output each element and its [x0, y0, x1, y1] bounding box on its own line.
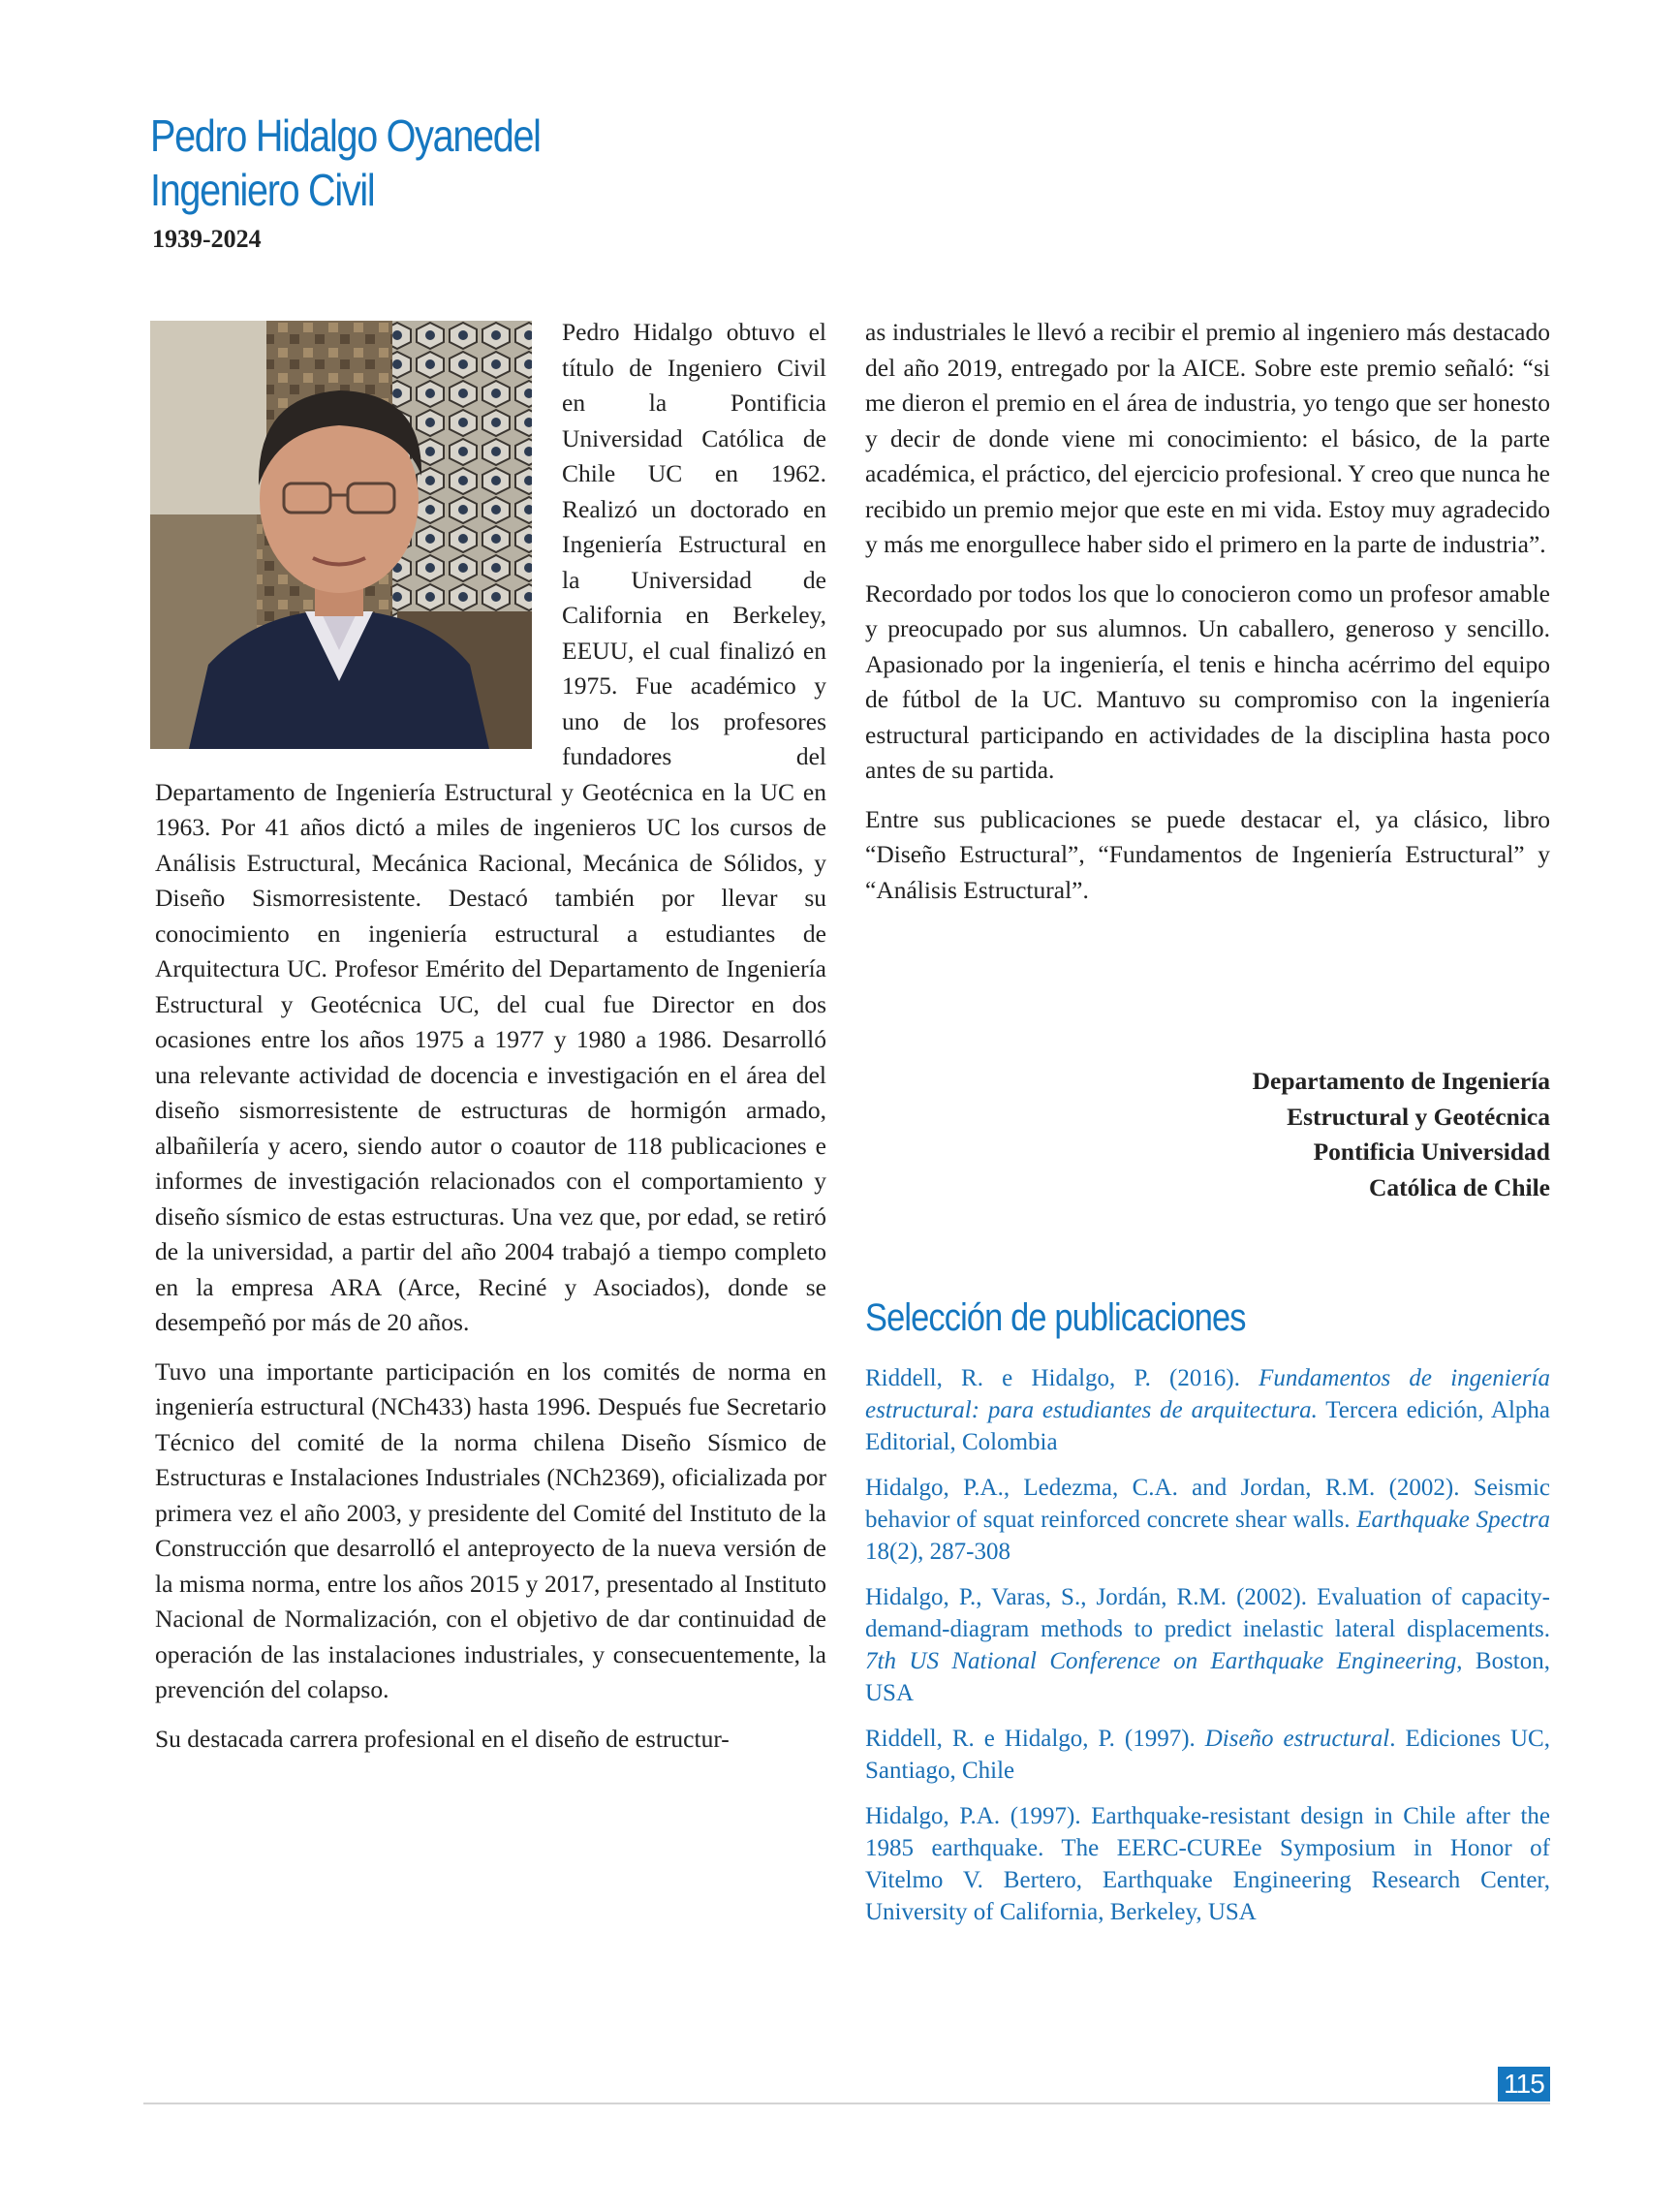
person-name: Pedro Hidalgo Oyanedel	[150, 110, 541, 161]
footer-divider	[143, 2103, 1550, 2104]
biography-paragraph: Pedro Hidalgo obtuvo el título de Ingeniero Civil en la Pontificia Universidad Católica de Chile UC en 1962. Realizó un doctorado en Ingeniería Estructural en la Universidad de California en Berkeley, EEUU, el cual finalizó en 1975. Fue académico y uno de los profesores fundadores del Departamento de Ingeniería Estructural y Geotécnica en la UC en 1963. Por 41 años dictó a miles de ingenieros UC los cursos de Análisis Estructural, Mecánica Racional, Mecánica de Sólidos, y Diseño Sismorresistente. Destacó también por llevar su conocimiento en ingeniería estructural a estudiantes de Arquitectura UC. Profesor Emérito del Departamento de Ingeniería Estructural y Geotécnica UC, del cual fue Director en dos ocasiones entre los años 1975 a 1977 y 1980 a 1986. Desarrolló una relevante actividad de docencia e investigación en el área del diseño sismorresistente de estructuras de hormigón armado, albañilería y acero, siendo autor o coautor de 118 publicaciones e informes de investigación relacionados con el comportamiento y diseño sísmico de estas estructuras. Una vez que, por edad, se retiró de la universidad, a partir del año 2004 trabajó a tiempo completo en la empresa ARA (Arce, Reciné y Asociados), donde se desempeñó por más de 20 años.	[155, 318, 826, 1336]
signature-block	[1066, 1064, 1550, 1205]
publication-title: Earthquake Spectra	[1356, 1507, 1550, 1533]
page-number: 115	[1498, 2067, 1550, 2102]
person-profession: Ingeniero Civil	[150, 165, 375, 215]
page-title	[150, 109, 541, 217]
signature-line: Pontificia Universidad	[1313, 1137, 1550, 1166]
publication-item	[865, 1362, 1550, 1458]
publication-text: Hidalgo, P., Varas, S., Jordán, R.M. (2002). Evaluation of capacity-demand-diagram methods to predict inelastic lateral displacements.	[865, 1584, 1550, 1642]
publication-item	[865, 1581, 1550, 1709]
signature-line: Estructural y Geotécnica	[1287, 1102, 1550, 1131]
signature-line: Católica de Chile	[1369, 1172, 1550, 1201]
publication-text: Tercera edición, Alpha Editorial, Colombia	[865, 1397, 1550, 1455]
life-years: 1939-2024	[152, 225, 262, 253]
publication-title: 7th US National Conference on Earthquake Engineering	[865, 1648, 1457, 1674]
biography-paragraph: as industriales le llevó a recibir el premio al ingeniero más destacado del año 2019, entregado por la AICE. Sobre este premio señaló: “si me dieron el premio en el área de industria, yo tengo que ser honesto y decir de donde viene mi conocimiento: el básico, de la parte académica, el práctico, del ejercicio profesional. Y creo que nunca he recibido un premio mejor que este en mi vida. Estoy muy agradecido y más me enorgullece haber sido el primero en la parte de industria”.	[865, 318, 1550, 558]
publication-item	[865, 1800, 1550, 1928]
publication-title: Diseño estructural	[1204, 1726, 1390, 1752]
publication-text: 18(2), 287-308	[865, 1539, 1010, 1565]
biography-left-column	[155, 315, 826, 1770]
photo-wrap-spacer	[155, 315, 562, 770]
biography-paragraph: Su destacada carrera profesional en el diseño de estructur-	[155, 1724, 730, 1753]
signature-line: Departamento de Ingeniería	[1252, 1067, 1550, 1095]
biography-paragraph: Tuvo una importante participación en los comités de norma en ingeniería estructural (NCh433) hasta 1996. Después fue Secretario Técnico del comité de la norma chilena Diseño Sísmico de Estructuras e Instalaciones Industriales (NCh2369), oficializada por primera vez el año 2003, y presidente del Comité del Instituto de la Construcción que desarrolló el anteproyecto de la nueva versión de la misma norma, entre los años 2015 y 2017, presentado al Instituto Nacional de Normalización, con el objetivo de dar continuidad de operación de las instalaciones industriales, y consecuentemente, la prevención del colapso.	[155, 1356, 826, 1703]
biography-paragraph: Entre sus publicaciones se puede destacar el, ya clásico, libro “Diseño Estructural”, “Fundamentos de Ingeniería Estructural” y “Análisis Estructural”.	[865, 804, 1550, 904]
publication-text: Hidalgo, P.A., Ledezma, C.A. and Jordan, R.M. (2002). Seismic behavior of squat reinforced concrete shear walls.	[865, 1475, 1550, 1533]
publication-text: Riddell, R. e Hidalgo, P. (2016).	[865, 1365, 1259, 1391]
publication-text: Hidalgo, P.A. (1997). Earthquake-resistant design in Chile after the 1985 earthquake. The EERC-CUREe Symposium in Honor of Vitelmo V. Bertero, Earthquake Engineering Research Center, University of California, Berkeley, USA	[865, 1803, 1550, 1925]
biography-paragraph: Recordado por todos los que lo conocieron como un profesor amable y preocupado por sus alumnos. Un caballero, generoso y sencillo. Apasionado por la ingeniería, el tenis e hincha acérrimo del equipo de fútbol de la UC. Mantuvo su compromiso con la ingeniería estructural participando en actividades de la disciplina hasta poco antes de su partida.	[865, 578, 1550, 784]
publications-list	[865, 1362, 1550, 1942]
publication-text: , Boston, USA	[865, 1648, 1550, 1706]
publications-heading: Selección de publicaciones	[865, 1296, 1246, 1339]
publication-title: Fundamentos de ingeniería estructural: para estudiantes de arquitectura.	[865, 1365, 1550, 1423]
publication-text: . Ediciones UC, Santiago, Chile	[865, 1726, 1550, 1784]
publication-text: Riddell, R. e Hidalgo, P. (1997).	[865, 1726, 1205, 1752]
publication-item	[865, 1723, 1550, 1787]
publication-item	[865, 1472, 1550, 1568]
biography-right-column	[865, 315, 1550, 921]
